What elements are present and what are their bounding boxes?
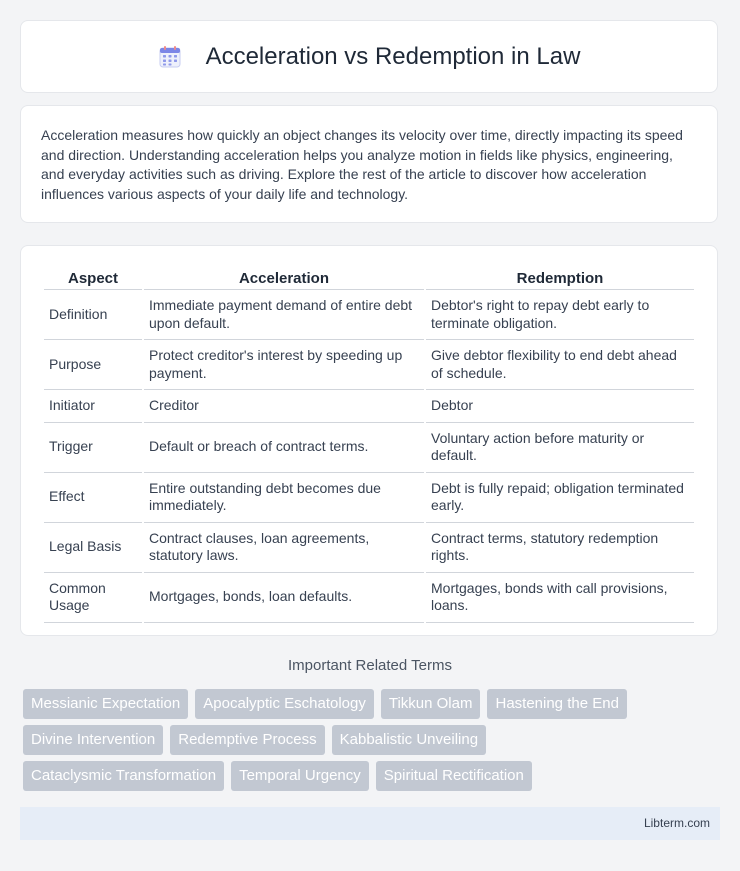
related-term-tag[interactable]: Redemptive Process xyxy=(170,725,324,755)
table-row xyxy=(44,390,694,423)
page-title: Acceleration vs Redemption in Law xyxy=(205,42,581,70)
cell-aspect: Trigger xyxy=(44,423,142,473)
cell-redemption: Debtor xyxy=(426,390,694,423)
cell-aspect: Initiator xyxy=(44,390,142,423)
column-header-aspect: Aspect xyxy=(44,264,142,290)
table-row xyxy=(44,473,694,523)
related-term-tag[interactable]: Kabbalistic Unveiling xyxy=(332,725,486,755)
table-row xyxy=(44,340,694,390)
cell-redemption: Debt is fully repaid; obligation terminated early. xyxy=(426,473,694,523)
related-term-tag[interactable]: Hastening the End xyxy=(487,689,626,719)
cell-redemption: Mortgages, bonds with call provisions, loans. xyxy=(426,573,694,623)
cell-acceleration: Default or breach of contract terms. xyxy=(144,423,424,473)
table-row xyxy=(44,423,694,473)
calendar-icon xyxy=(158,45,182,69)
related-term-tag[interactable]: Apocalyptic Eschatology xyxy=(195,689,374,719)
footer xyxy=(20,807,720,840)
cell-acceleration: Creditor xyxy=(144,390,424,423)
cell-redemption: Give debtor flexibility to end debt ahead of schedule. xyxy=(426,340,694,390)
intro-card xyxy=(20,105,718,223)
cell-acceleration: Contract clauses, loan agreements, statutory laws. xyxy=(144,523,424,573)
column-header-redemption: Redemption xyxy=(426,264,694,290)
related-term-tag[interactable]: Divine Intervention xyxy=(23,725,163,755)
related-terms-heading: Important Related Terms xyxy=(288,657,452,674)
comparison-table xyxy=(42,264,696,623)
table-row xyxy=(44,573,694,623)
cell-aspect: Definition xyxy=(44,290,142,340)
footer-site-link[interactable]: Libterm.com xyxy=(643,816,710,830)
related-terms-list xyxy=(23,689,723,797)
cell-acceleration: Protect creditor's interest by speeding up payment. xyxy=(144,340,424,390)
related-term-tag[interactable]: Temporal Urgency xyxy=(231,761,369,791)
cell-redemption: Debtor's right to repay debt early to terminate obligation. xyxy=(426,290,694,340)
cell-aspect: Effect xyxy=(44,473,142,523)
related-term-tag[interactable]: Spiritual Rectification xyxy=(376,761,532,791)
table-header-row xyxy=(44,264,694,290)
related-term-tag[interactable]: Messianic Expectation xyxy=(23,689,188,719)
cell-aspect: Common Usage xyxy=(44,573,142,623)
title-card xyxy=(20,20,718,93)
tag-row xyxy=(23,725,723,755)
cell-aspect: Purpose xyxy=(44,340,142,390)
comparison-table-card xyxy=(20,245,718,636)
related-term-tag[interactable]: Cataclysmic Transformation xyxy=(23,761,224,791)
related-term-tag[interactable]: Tikkun Olam xyxy=(381,689,481,719)
tag-row xyxy=(23,689,723,719)
cell-redemption: Contract terms, statutory redemption rights. xyxy=(426,523,694,573)
cell-redemption: Voluntary action before maturity or default. xyxy=(426,423,694,473)
intro-text: Acceleration measures how quickly an object changes its velocity over time, directly impacting its speed and direction. Understanding acceleration helps you analyze motion in fields like physics, engineering, and everyday activities such as driving. Explore the rest of the article to discover how acceleration influences various aspects of your daily life and technology. xyxy=(41,127,683,202)
tag-row xyxy=(23,761,723,791)
cell-acceleration: Entire outstanding debt becomes due immediately. xyxy=(144,473,424,523)
table-row xyxy=(44,523,694,573)
table-row xyxy=(44,290,694,340)
cell-acceleration: Immediate payment demand of entire debt upon default. xyxy=(144,290,424,340)
cell-acceleration: Mortgages, bonds, loan defaults. xyxy=(144,573,424,623)
cell-aspect: Legal Basis xyxy=(44,523,142,573)
column-header-acceleration: Acceleration xyxy=(144,264,424,290)
